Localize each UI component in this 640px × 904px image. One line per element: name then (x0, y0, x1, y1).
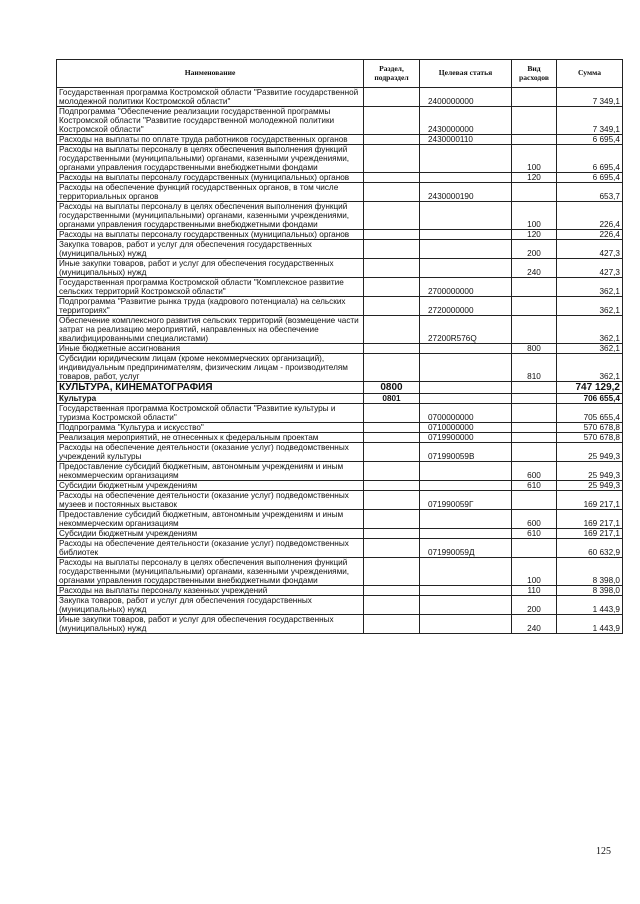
row-sum: 8 398,0 (557, 586, 623, 596)
table-row (57, 394, 623, 404)
table-row (57, 278, 623, 297)
row-sum: 6 695,4 (557, 173, 623, 183)
row-name: Расходы на выплаты персоналу в целях обеспечения выполнения функций государственными (муниципальными) органами, казенными учреждениями, органами управления государственными внебюджетными фондами (57, 558, 364, 586)
row-sum: 570 678,8 (557, 423, 623, 433)
row-expense: 240 (512, 259, 557, 278)
row-sum: 169 217,1 (557, 510, 623, 529)
row-section (364, 316, 420, 344)
row-name: Расходы на выплаты персоналу в целях обеспечения выполнения функций государственными (муниципальными) органами, казенными учреждениями, органами управления государственными внебюджетными фондами (57, 145, 364, 173)
row-target (420, 202, 512, 230)
row-name: Подпрограмма "Культура и искусство" (57, 423, 364, 433)
row-sum: 25 949,3 (557, 481, 623, 491)
table-row (57, 183, 623, 202)
row-name: Обеспечение комплексного развития сельских территорий (возмещение части затрат на реализацию мероприятий, направленных на обеспечение квалифицированными специалистами) (57, 316, 364, 344)
table-row (57, 443, 623, 462)
row-sum: 25 949,3 (557, 462, 623, 481)
row-name: Субсидии юридическим лицам (кроме некоммерческих организаций), индивидуальным предпринимателям, физическим лицам - производителям товаров, работ, услуг (57, 354, 364, 382)
table-row (57, 354, 623, 382)
row-sum: 8 398,0 (557, 558, 623, 586)
row-sum: 362,1 (557, 316, 623, 344)
row-expense: 810 (512, 354, 557, 382)
row-sum: 747 129,2 (557, 382, 623, 394)
row-target (420, 259, 512, 278)
row-section: 0800 (364, 382, 420, 394)
row-name: Закупка товаров, работ и услуг для обеспечения государственных (муниципальных) нужд (57, 596, 364, 615)
row-expense (512, 297, 557, 316)
row-target (420, 394, 512, 404)
row-name: КУЛЬТУРА, КИНЕМАТОГРАФИЯ (57, 382, 364, 394)
row-name: Подпрограмма "Развитие рынка труда (кадрового потенциала) на сельских территориях" (57, 297, 364, 316)
row-section (364, 297, 420, 316)
row-expense (512, 135, 557, 145)
row-target (420, 173, 512, 183)
row-name: Государственная программа Костромской области "Развитие государственной молодежной политики Костромской области" (57, 88, 364, 107)
row-target (420, 344, 512, 354)
table-row (57, 230, 623, 240)
row-expense (512, 423, 557, 433)
row-sum: 25 949,3 (557, 443, 623, 462)
row-section (364, 183, 420, 202)
row-name: Закупка товаров, работ и услуг для обеспечения государственных (муниципальных) нужд (57, 240, 364, 259)
row-target: 2430000190 (420, 183, 512, 202)
table-row (57, 423, 623, 433)
row-sum: 427,3 (557, 240, 623, 259)
row-target (420, 596, 512, 615)
row-name: Расходы на обеспечение деятельности (оказание услуг) подведомственных учреждений культуры (57, 443, 364, 462)
table-row (57, 510, 623, 529)
table-row (57, 145, 623, 173)
table-row (57, 586, 623, 596)
row-target (420, 529, 512, 539)
row-expense: 200 (512, 596, 557, 615)
row-name: Иные закупки товаров, работ и услуг для обеспечения государственных (муниципальных) нужд (57, 615, 364, 634)
row-expense: 800 (512, 344, 557, 354)
row-expense (512, 491, 557, 510)
table-row (57, 107, 623, 135)
row-name: Расходы на выплаты персоналу в целях обеспечения выполнения функций государственными (муниципальными) органами, казенными учреждениями, органами управления государственными внебюджетными фондами (57, 202, 364, 230)
row-section (364, 173, 420, 183)
row-expense: 240 (512, 615, 557, 634)
row-section (364, 558, 420, 586)
row-expense: 200 (512, 240, 557, 259)
row-section (364, 510, 420, 529)
row-expense: 610 (512, 481, 557, 491)
budget-table-container (56, 59, 622, 634)
row-section (364, 202, 420, 230)
page-number: 125 (596, 846, 611, 857)
table-row (57, 596, 623, 615)
row-target: 0710000000 (420, 423, 512, 433)
row-expense (512, 443, 557, 462)
row-sum: 7 349,1 (557, 88, 623, 107)
row-target: 27200R576Q (420, 316, 512, 344)
row-section (364, 354, 420, 382)
row-expense (512, 107, 557, 135)
row-target: 0700000000 (420, 404, 512, 423)
table-row (57, 491, 623, 510)
row-name: Иные закупки товаров, работ и услуг для обеспечения государственных (муниципальных) нужд (57, 259, 364, 278)
header-sum: Сумма (557, 60, 623, 88)
row-target (420, 382, 512, 394)
row-target: 2430000000 (420, 107, 512, 135)
table-body (57, 88, 623, 634)
row-name: Подпрограмма "Обеспечение реализации государственной программы Костромской области "Развитие государственной молодежной политики Костромской области" (57, 107, 364, 135)
row-expense: 100 (512, 202, 557, 230)
row-target (420, 145, 512, 173)
row-expense (512, 183, 557, 202)
row-expense: 100 (512, 145, 557, 173)
table-row (57, 558, 623, 586)
row-sum: 226,4 (557, 230, 623, 240)
row-sum: 169 217,1 (557, 491, 623, 510)
row-expense: 120 (512, 173, 557, 183)
row-target (420, 354, 512, 382)
table-row (57, 316, 623, 344)
table-row (57, 404, 623, 423)
table-row (57, 382, 623, 394)
row-section (364, 240, 420, 259)
row-target: 071990059Д (420, 539, 512, 558)
row-name: Расходы на выплаты персоналу государственных (муниципальных) органов (57, 230, 364, 240)
header-expense: Вид расходов (512, 60, 557, 88)
table-row (57, 539, 623, 558)
row-target: 2430000110 (420, 135, 512, 145)
table-row (57, 88, 623, 107)
row-expense (512, 316, 557, 344)
row-sum: 60 632,9 (557, 539, 623, 558)
row-name: Государственная программа Костромской области "Развитие культуры и туризма Костромской области" (57, 404, 364, 423)
header-name: Наименование (57, 60, 364, 88)
row-name: Субсидии бюджетным учреждениям (57, 481, 364, 491)
row-name: Предоставление субсидий бюджетным, автономным учреждениям и иным некоммерческим организациям (57, 510, 364, 529)
row-name: Расходы на выплаты персоналу казенных учреждений (57, 586, 364, 596)
row-name: Расходы на обеспечение функций государственных органов, в том числе территориальных органов (57, 183, 364, 202)
row-target: 2700000000 (420, 278, 512, 297)
row-name: Расходы на обеспечение деятельности (оказание услуг) подведомственных библиотек (57, 539, 364, 558)
row-section: 0801 (364, 394, 420, 404)
row-section (364, 596, 420, 615)
row-target (420, 558, 512, 586)
row-section (364, 491, 420, 510)
row-sum: 6 695,4 (557, 135, 623, 145)
row-sum: 362,1 (557, 278, 623, 297)
table-row (57, 173, 623, 183)
header-section: Раздел, подраздел (364, 60, 420, 88)
row-target (420, 510, 512, 529)
row-name: Культура (57, 394, 364, 404)
table-row (57, 202, 623, 230)
row-target (420, 462, 512, 481)
row-section (364, 404, 420, 423)
row-name: Реализация мероприятий, не отнесенных к федеральным проектам (57, 433, 364, 443)
row-expense: 600 (512, 462, 557, 481)
row-section (364, 107, 420, 135)
table-row (57, 462, 623, 481)
row-section (364, 433, 420, 443)
row-section (364, 135, 420, 145)
row-name: Предоставление субсидий бюджетным, автономным учреждениям и иным некоммерческим организациям (57, 462, 364, 481)
row-sum: 7 349,1 (557, 107, 623, 135)
row-sum: 705 655,4 (557, 404, 623, 423)
row-target (420, 586, 512, 596)
budget-table (56, 59, 623, 634)
row-section (364, 586, 420, 596)
table-header-row (57, 60, 623, 88)
row-name: Расходы на обеспечение деятельности (оказание услуг) подведомственных музеев и постоянных выставок (57, 491, 364, 510)
row-sum: 1 443,9 (557, 615, 623, 634)
row-expense: 110 (512, 586, 557, 596)
table-row (57, 529, 623, 539)
row-expense (512, 394, 557, 404)
row-sum: 1 443,9 (557, 596, 623, 615)
row-section (364, 539, 420, 558)
row-sum: 362,1 (557, 344, 623, 354)
row-name: Расходы на выплаты по оплате труда работников государственных органов (57, 135, 364, 145)
row-expense: 610 (512, 529, 557, 539)
row-sum: 362,1 (557, 354, 623, 382)
table-row (57, 615, 623, 634)
row-section (364, 88, 420, 107)
row-section (364, 278, 420, 297)
row-section (364, 462, 420, 481)
row-section (364, 230, 420, 240)
row-expense: 100 (512, 558, 557, 586)
row-sum: 653,7 (557, 183, 623, 202)
row-expense (512, 88, 557, 107)
row-section (364, 259, 420, 278)
table-row (57, 344, 623, 354)
row-section (364, 615, 420, 634)
row-expense (512, 404, 557, 423)
row-expense: 120 (512, 230, 557, 240)
row-section (364, 344, 420, 354)
header-target: Целевая статья (420, 60, 512, 88)
row-name: Субсидии бюджетным учреждениям (57, 529, 364, 539)
row-name: Государственная программа Костромской области "Комплексное развитие сельских территорий Костромской области" (57, 278, 364, 297)
row-sum: 169 217,1 (557, 529, 623, 539)
row-target (420, 615, 512, 634)
row-section (364, 443, 420, 462)
row-expense (512, 433, 557, 443)
row-target (420, 481, 512, 491)
row-sum: 6 695,4 (557, 145, 623, 173)
row-section (364, 145, 420, 173)
row-section (364, 423, 420, 433)
table-row (57, 481, 623, 491)
row-target: 2720000000 (420, 297, 512, 316)
row-sum: 570 678,8 (557, 433, 623, 443)
table-row (57, 297, 623, 316)
table-row (57, 240, 623, 259)
row-target: 2400000000 (420, 88, 512, 107)
row-section (364, 529, 420, 539)
row-expense: 600 (512, 510, 557, 529)
row-section (364, 481, 420, 491)
row-expense (512, 539, 557, 558)
row-sum: 427,3 (557, 259, 623, 278)
row-expense (512, 382, 557, 394)
row-target (420, 240, 512, 259)
row-target: 071990059В (420, 443, 512, 462)
row-sum: 226,4 (557, 202, 623, 230)
row-sum: 706 655,4 (557, 394, 623, 404)
table-row (57, 135, 623, 145)
row-target: 071990059Г (420, 491, 512, 510)
table-row (57, 433, 623, 443)
row-name: Расходы на выплаты персоналу государственных (муниципальных) органов (57, 173, 364, 183)
row-sum: 362,1 (557, 297, 623, 316)
row-name: Иные бюджетные ассигнования (57, 344, 364, 354)
row-target: 0719900000 (420, 433, 512, 443)
row-target (420, 230, 512, 240)
table-row (57, 259, 623, 278)
row-expense (512, 278, 557, 297)
